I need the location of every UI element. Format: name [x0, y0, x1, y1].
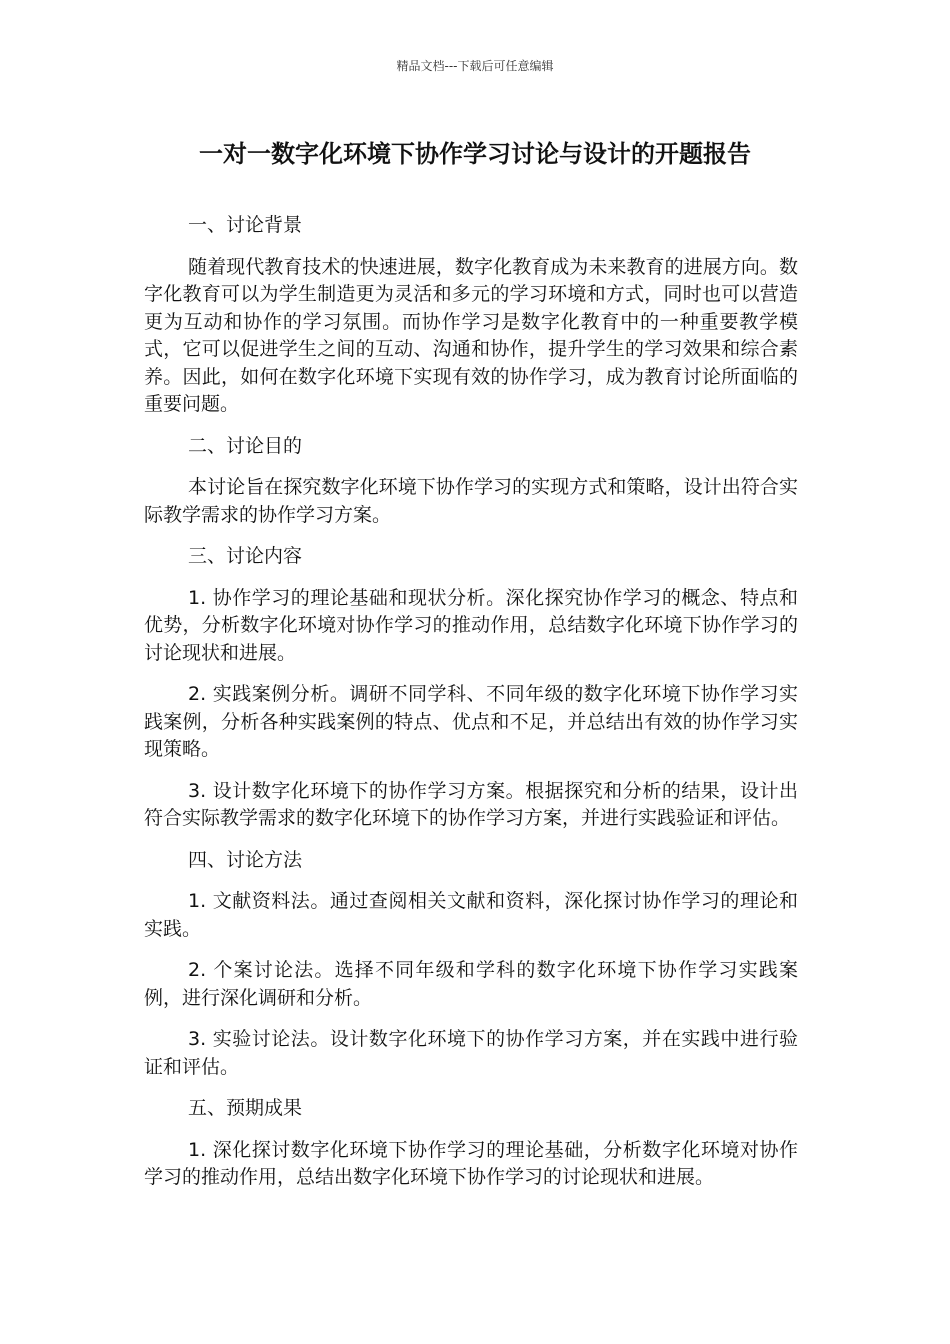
- content-item-2: 2. 实践案例分析。调研不同学科、不同年级的数字化环境下协作学习实践案例，分析各种实践案例的特点、优点和不足，并总结出有效的协作学习实现策略。: [144, 683, 798, 760]
- section-heading-method: 四、讨论方法: [188, 848, 303, 871]
- section-heading-outcomes: 五、预期成果: [188, 1097, 303, 1119]
- outcome-item-1: 1. 深化探讨数字化环境下协作学习的理论基础，分析数字化环境对协作学习的推动作用，总结出数字化环境下协作学习的讨论现状和进展。: [144, 1138, 798, 1188]
- section-heading-purpose: 二、讨论目的: [188, 434, 303, 457]
- method-item-1: 1. 文献资料法。通过查阅相关文献和资料，深化探讨协作学习的理论和实践。: [144, 890, 798, 940]
- paragraph-background: 随着现代教育技术的快速进展，数字化教育成为未来教育的进展方向。数字化教育可以为学生制造更为灵活和多元的学习环境和方式，同时也可以营造更为互动和协作的学习氛围。而协作学习是数字化教育中的一种重要教学模式，它可以促进学生之间的互动、沟通和协作，提升学生的学习效果和综合素养。因此，如何在数字化环境下实现有效的协作学习，成为教育讨论所面临的重要问题。: [144, 255, 798, 415]
- method-item-2: 2. 个案讨论法。选择不同年级和学科的数字化环境下协作学习实践案例，进行深化调研和分析。: [144, 959, 798, 1009]
- document-body: [144, 212, 798, 1206]
- content-item-1: 1. 协作学习的理论基础和现状分析。深化探究协作学习的概念、特点和优势，分析数字化环境对协作学习的推动作用，总结数字化环境下协作学习的讨论现状和进展。: [144, 586, 798, 664]
- method-item-3: 3. 实验讨论法。设计数字化环境下的协作学习方案，并在实践中进行验证和评估。: [144, 1028, 798, 1078]
- header-note: 精品文档---下载后可任意编辑: [396, 59, 554, 73]
- paragraph-purpose: 本讨论旨在探究数字化环境下协作学习的实现方式和策略，设计出符合实际教学需求的协作学习方案。: [144, 476, 798, 526]
- section-heading-content: 三、讨论内容: [188, 545, 303, 567]
- section-heading-background: 一、讨论背景: [188, 214, 303, 236]
- document-title: 一对一数字化环境下协作学习讨论与设计的开题报告: [199, 140, 751, 168]
- content-item-3: 3. 设计数字化环境下的协作学习方案。根据探究和分析的结果，设计出符合实际教学需求的数字化环境下的协作学习方案，并进行实践验证和评估。: [144, 779, 798, 829]
